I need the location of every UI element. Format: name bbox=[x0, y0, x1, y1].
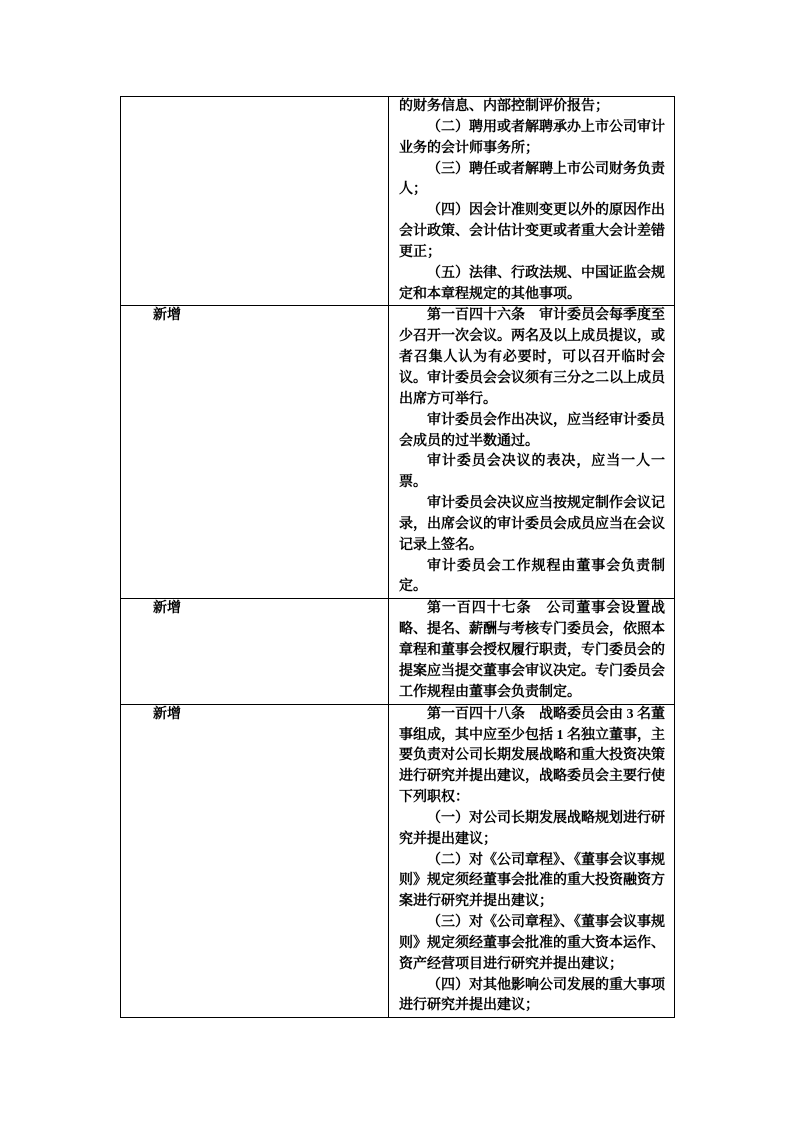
clause-paragraph: 第一百四十八条 战略委员会由 3 名董事组成，其中应至少包括 1 名独立董事，主要负责对公司长期发展战略和重大投资决策进行研究并提出建议，战略委员会主要行使下列职权： bbox=[399, 706, 665, 806]
clause-paragraph: （一）对公司长期发展战略规划进行研究并提出建议； bbox=[399, 810, 665, 847]
clause-paragraph: （三）聘任或者解聘上市公司财务负责人； bbox=[399, 161, 665, 198]
clause-paragraph: （二）聘用或者解聘承办上市公司审计业务的会计师事务所； bbox=[399, 119, 665, 156]
table-row bbox=[121, 306, 675, 599]
new-addition-label: 新增 bbox=[153, 706, 181, 722]
clause-paragraph: （五）法律、行政法规、中国证监会规定和本章程规定的其他事项。 bbox=[399, 265, 665, 302]
clause-paragraph: （三）对《公司章程》、《董事会议事规则》规定须经董事会批准的重大资本运作、资产经营项目进行研究并提出建议； bbox=[399, 915, 665, 972]
clause-paragraph: 第一百四十七条 公司董事会设置战略、提名、薪酬与考核专门委员会，依照本章程和董事会授权履行职责，专门委员会的提案应当提交董事会审议决定。专门委员会工作规程由董事会负责制定。 bbox=[399, 601, 665, 700]
clause-text-cell bbox=[389, 97, 675, 306]
table-row bbox=[121, 704, 675, 1018]
clause-paragraph: （二）对《公司章程》、《董事会议事规则》规定须经董事会批准的重大投资融资方案进行研究并提出建议； bbox=[399, 852, 665, 910]
clause-paragraph: 第一百四十六条 审计委员会每季度至少召开一次会议。两名及以上成员提议，或者召集人认为有必要时，可以召开临时会议。审计委员会会议须有三分之二以上成员出席方可举行。 bbox=[399, 308, 665, 407]
new-addition-label: 新增 bbox=[153, 601, 181, 617]
clause-paragraph: 审计委员会工作规程由董事会负责制定。 bbox=[399, 558, 665, 595]
table-row bbox=[121, 97, 675, 306]
table-row bbox=[121, 599, 675, 704]
clause-paragraph: 审计委员会作出决议，应当经审计委员会成员的过半数通过。 bbox=[399, 412, 665, 449]
clause-text-cell bbox=[389, 599, 675, 704]
change-type-cell bbox=[121, 306, 389, 599]
clause-paragraph: 审计委员会决议的表决，应当一人一票。 bbox=[399, 454, 665, 491]
new-addition-label: 新增 bbox=[153, 308, 181, 324]
change-type-cell bbox=[121, 704, 389, 1018]
change-type-cell bbox=[121, 97, 389, 306]
change-type-cell bbox=[121, 599, 389, 704]
clause-text-cell bbox=[389, 306, 675, 599]
clause-paragraph: 的财务信息、内部控制评价报告； bbox=[399, 99, 609, 114]
amendment-comparison-table bbox=[120, 96, 675, 1018]
clause-paragraph: 审计委员会决议应当按规定制作会议记录，出席会议的审计委员会成员应当在会议记录上签名。 bbox=[399, 496, 665, 553]
clause-paragraph: （四）因会计准则变更以外的原因作出会计政策、会计估计变更或者重大会计差错更正； bbox=[399, 203, 665, 260]
clause-text-cell bbox=[389, 704, 675, 1018]
clause-paragraph: （四）对其他影响公司发展的重大事项进行研究并提出建议； bbox=[399, 977, 665, 1014]
